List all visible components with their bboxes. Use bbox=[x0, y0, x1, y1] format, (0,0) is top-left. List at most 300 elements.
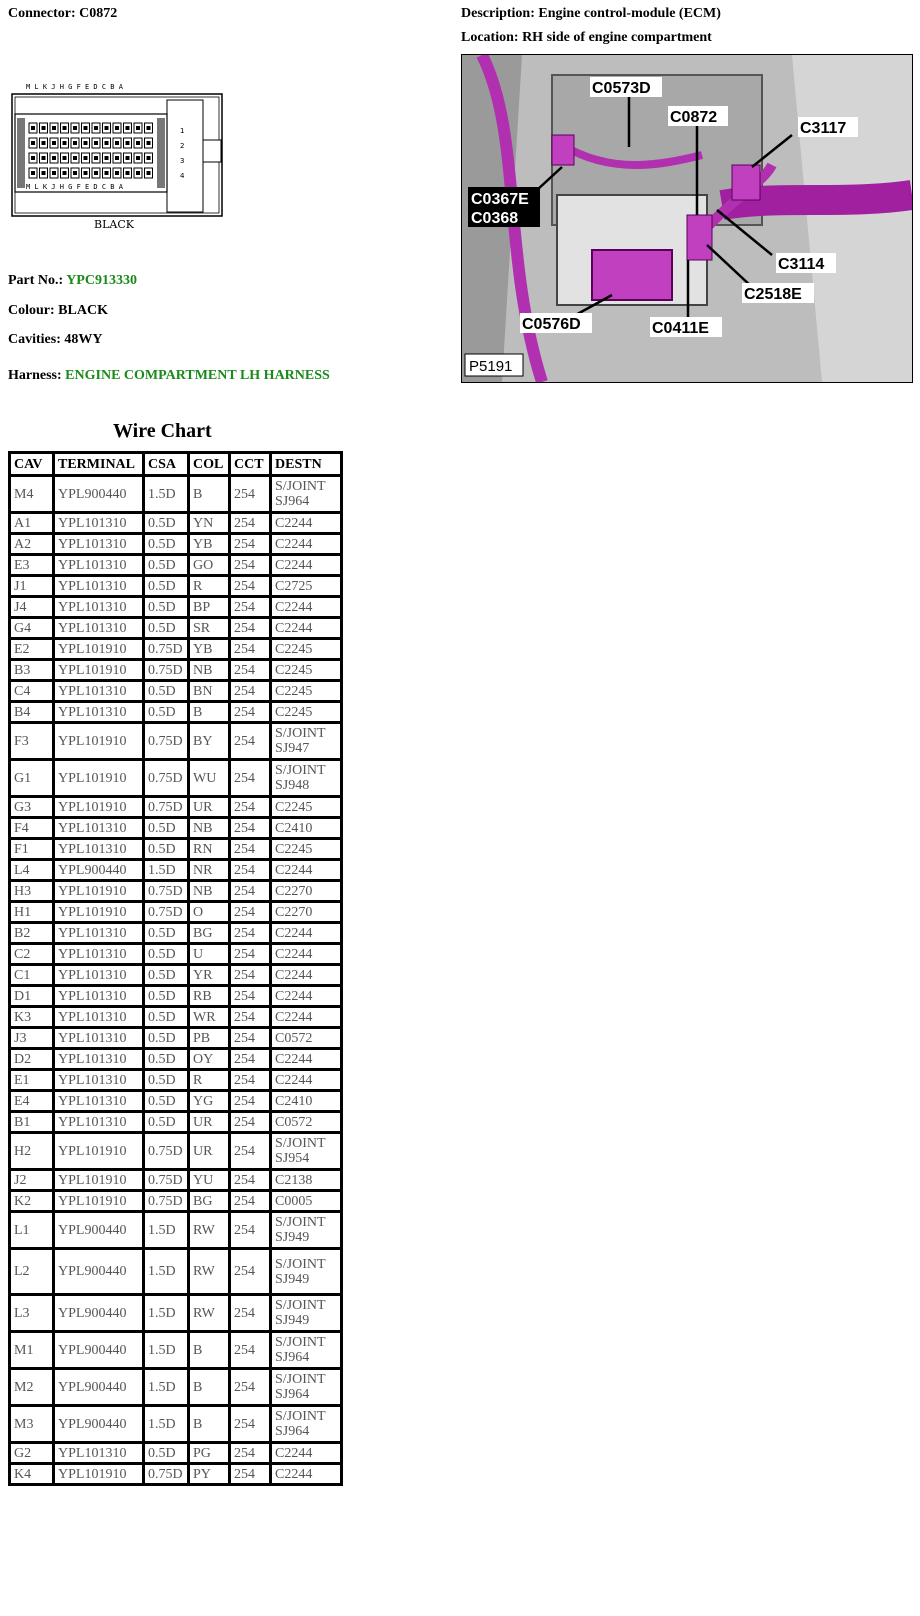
cavity-pin bbox=[147, 171, 151, 175]
cell-col: WR bbox=[189, 1007, 230, 1028]
cell-cct: 254 bbox=[230, 681, 271, 702]
cell-terminal: YPL101310 bbox=[54, 818, 144, 839]
row-number-1: 1 bbox=[180, 127, 185, 135]
cell-terminal: YPL101910 bbox=[54, 1170, 144, 1191]
cavity-pin bbox=[147, 126, 151, 130]
photo-connector-c0872 bbox=[687, 215, 712, 260]
cell-destn: C2410 bbox=[271, 1091, 342, 1112]
description-label: Description: bbox=[461, 6, 539, 21]
cell-destn: C0005 bbox=[271, 1191, 342, 1212]
table-row bbox=[10, 902, 342, 923]
cell-csa: 0.5D bbox=[144, 576, 189, 597]
table-row bbox=[10, 881, 342, 902]
location-label: Location: bbox=[461, 30, 523, 45]
cell-csa: 1.5D bbox=[144, 1295, 189, 1332]
cell-destn: C0572 bbox=[271, 1028, 342, 1049]
cell-col: YB bbox=[189, 639, 230, 660]
cell-cct: 254 bbox=[230, 513, 271, 534]
cell-destn: C2244 bbox=[271, 618, 342, 639]
callout-c0576d: C0576D bbox=[522, 316, 581, 333]
cell-destn: C2270 bbox=[271, 902, 342, 923]
cell-destn: C2270 bbox=[271, 881, 342, 902]
cavity-pin bbox=[136, 141, 140, 145]
connector-label: Connector: bbox=[8, 6, 80, 21]
cell-destn: C2245 bbox=[271, 797, 342, 818]
cell-csa: 1.5D bbox=[144, 1212, 189, 1249]
cell-cav: E3 bbox=[10, 555, 54, 576]
cavities-value: 48WY bbox=[64, 332, 103, 347]
cell-col: RW bbox=[189, 1249, 230, 1295]
cavity-pin bbox=[94, 156, 98, 160]
cell-destn: C2244 bbox=[271, 513, 342, 534]
cell-cav: G4 bbox=[10, 618, 54, 639]
cell-cct: 254 bbox=[230, 576, 271, 597]
cavity-pin bbox=[105, 171, 109, 175]
cell-cav: D2 bbox=[10, 1049, 54, 1070]
cell-cct: 254 bbox=[230, 1212, 271, 1249]
table-row bbox=[10, 818, 342, 839]
cell-terminal: YPL101910 bbox=[54, 1464, 144, 1485]
cell-cct: 254 bbox=[230, 1249, 271, 1295]
cell-destn: C2244 bbox=[271, 1049, 342, 1070]
header-terminal: TERMINAL bbox=[54, 453, 144, 476]
cell-col: UR bbox=[189, 1133, 230, 1170]
cell-terminal: YPL900440 bbox=[54, 1212, 144, 1249]
cell-terminal: YPL101910 bbox=[54, 881, 144, 902]
cell-cav: F1 bbox=[10, 839, 54, 860]
cavity-pin bbox=[84, 156, 88, 160]
cell-col: WU bbox=[189, 760, 230, 797]
cell-terminal: YPL900440 bbox=[54, 1406, 144, 1443]
cavity-pin bbox=[73, 156, 77, 160]
cell-terminal: YPL101910 bbox=[54, 760, 144, 797]
table-row bbox=[10, 1464, 342, 1485]
cell-terminal: YPL101310 bbox=[54, 534, 144, 555]
cavity-pin bbox=[126, 171, 130, 175]
table-row bbox=[10, 1049, 342, 1070]
cell-col: NB bbox=[189, 818, 230, 839]
cell-csa: 0.5D bbox=[144, 681, 189, 702]
cell-cav: H2 bbox=[10, 1133, 54, 1170]
cell-destn: S/JOINT SJ964 bbox=[271, 1332, 342, 1369]
cell-cct: 254 bbox=[230, 618, 271, 639]
table-row bbox=[10, 1170, 342, 1191]
cavities-line bbox=[8, 332, 103, 348]
cell-csa: 0.5D bbox=[144, 923, 189, 944]
cell-terminal: YPL101310 bbox=[54, 597, 144, 618]
cell-col: YR bbox=[189, 965, 230, 986]
cell-cct: 254 bbox=[230, 1049, 271, 1070]
cavity-pin bbox=[63, 171, 67, 175]
table-row bbox=[10, 1443, 342, 1464]
table-row bbox=[10, 555, 342, 576]
row-number-3: 3 bbox=[180, 157, 185, 165]
cell-cct: 254 bbox=[230, 1028, 271, 1049]
cell-terminal: YPL101310 bbox=[54, 555, 144, 576]
cell-cav: M1 bbox=[10, 1332, 54, 1369]
cell-csa: 0.5D bbox=[144, 1091, 189, 1112]
cell-cav: L2 bbox=[10, 1249, 54, 1295]
header-cav: CAV bbox=[10, 453, 54, 476]
cell-col: B bbox=[189, 702, 230, 723]
harness-line bbox=[8, 368, 330, 384]
table-row bbox=[10, 1112, 342, 1133]
cavity-pin bbox=[147, 141, 151, 145]
cell-cct: 254 bbox=[230, 944, 271, 965]
cell-csa: 0.5D bbox=[144, 618, 189, 639]
cell-destn: C2244 bbox=[271, 1070, 342, 1091]
table-row bbox=[10, 1295, 342, 1332]
cavity-pin bbox=[105, 156, 109, 160]
header-destn: DESTN bbox=[271, 453, 342, 476]
cavity-pin bbox=[115, 126, 119, 130]
cell-col: B bbox=[189, 1369, 230, 1406]
cell-destn: C2244 bbox=[271, 597, 342, 618]
cell-destn: C2244 bbox=[271, 923, 342, 944]
cell-destn: C2244 bbox=[271, 1007, 342, 1028]
cell-csa: 0.75D bbox=[144, 760, 189, 797]
cavity-pin bbox=[126, 156, 130, 160]
cell-csa: 0.75D bbox=[144, 1170, 189, 1191]
cell-col: NB bbox=[189, 881, 230, 902]
cell-cav: A2 bbox=[10, 534, 54, 555]
wire-chart-body bbox=[10, 476, 342, 1485]
cell-col: NR bbox=[189, 860, 230, 881]
cell-csa: 0.5D bbox=[144, 1028, 189, 1049]
cell-cav: E4 bbox=[10, 1091, 54, 1112]
diagram-bottom-letters: M L K J H G F E D C B A bbox=[26, 183, 123, 191]
cell-cct: 254 bbox=[230, 1070, 271, 1091]
table-row bbox=[10, 944, 342, 965]
cell-terminal: YPL101310 bbox=[54, 923, 144, 944]
cell-destn: C2245 bbox=[271, 639, 342, 660]
cell-cav: J4 bbox=[10, 597, 54, 618]
cavity-pin bbox=[42, 141, 46, 145]
cell-csa: 0.75D bbox=[144, 881, 189, 902]
cell-cct: 254 bbox=[230, 860, 271, 881]
cell-cav: L3 bbox=[10, 1295, 54, 1332]
cell-cct: 254 bbox=[230, 965, 271, 986]
cell-csa: 0.75D bbox=[144, 902, 189, 923]
cavity-pin bbox=[94, 141, 98, 145]
cell-destn: C0572 bbox=[271, 1112, 342, 1133]
cavity-pin bbox=[73, 126, 77, 130]
cell-cav: G3 bbox=[10, 797, 54, 818]
cell-cct: 254 bbox=[230, 1112, 271, 1133]
part-no-value: YPC913330 bbox=[66, 273, 137, 288]
row-number-2: 2 bbox=[180, 142, 185, 150]
table-row bbox=[10, 1091, 342, 1112]
cavity-pin bbox=[84, 141, 88, 145]
cavity-pin bbox=[84, 126, 88, 130]
cell-destn: C2245 bbox=[271, 660, 342, 681]
cell-csa: 1.5D bbox=[144, 1249, 189, 1295]
cell-cct: 254 bbox=[230, 1091, 271, 1112]
location-photo-drawing bbox=[462, 55, 912, 382]
cavity-pin bbox=[105, 126, 109, 130]
cell-col: BN bbox=[189, 681, 230, 702]
cell-cct: 254 bbox=[230, 818, 271, 839]
table-row bbox=[10, 797, 342, 818]
cell-destn: C2244 bbox=[271, 965, 342, 986]
colour-value: BLACK bbox=[58, 303, 108, 318]
cavity-pin bbox=[52, 171, 56, 175]
cell-terminal: YPL101310 bbox=[54, 944, 144, 965]
cell-col: B bbox=[189, 476, 230, 513]
cell-cct: 254 bbox=[230, 597, 271, 618]
cell-cav: D1 bbox=[10, 986, 54, 1007]
connector-face-diagram bbox=[10, 78, 230, 238]
header-cct: CCT bbox=[230, 453, 271, 476]
cavities-label: Cavities: bbox=[8, 332, 65, 347]
colour-label: Colour: bbox=[8, 303, 59, 318]
cell-cav: E1 bbox=[10, 1070, 54, 1091]
table-row bbox=[10, 1007, 342, 1028]
cell-col: PB bbox=[189, 1028, 230, 1049]
cell-col: GO bbox=[189, 555, 230, 576]
cell-cct: 254 bbox=[230, 1406, 271, 1443]
cavity-pin bbox=[136, 171, 140, 175]
cell-destn: S/JOINT SJ964 bbox=[271, 1406, 342, 1443]
cell-terminal: YPL101310 bbox=[54, 618, 144, 639]
cell-cav: F4 bbox=[10, 818, 54, 839]
cell-col: UR bbox=[189, 797, 230, 818]
cell-cct: 254 bbox=[230, 1464, 271, 1485]
cell-destn: S/JOINT SJ964 bbox=[271, 476, 342, 513]
cell-cav: A1 bbox=[10, 513, 54, 534]
cavity-pin bbox=[115, 156, 119, 160]
cell-cct: 254 bbox=[230, 702, 271, 723]
cell-cav: F3 bbox=[10, 723, 54, 760]
cell-cav: K4 bbox=[10, 1464, 54, 1485]
cell-terminal: YPL101310 bbox=[54, 702, 144, 723]
location-value: RH side of engine compartment bbox=[522, 30, 712, 45]
cell-cct: 254 bbox=[230, 1133, 271, 1170]
cell-csa: 0.5D bbox=[144, 513, 189, 534]
callout-c2518e: C2518E bbox=[744, 286, 802, 303]
cell-destn: S/JOINT SJ947 bbox=[271, 723, 342, 760]
connector-side-body bbox=[167, 100, 203, 212]
cell-cav: C2 bbox=[10, 944, 54, 965]
cell-terminal: YPL101910 bbox=[54, 723, 144, 760]
cell-cav: G1 bbox=[10, 760, 54, 797]
cell-terminal: YPL101310 bbox=[54, 1091, 144, 1112]
cell-csa: 1.5D bbox=[144, 1369, 189, 1406]
cell-terminal: YPL101910 bbox=[54, 639, 144, 660]
cell-csa: 0.75D bbox=[144, 723, 189, 760]
table-row bbox=[10, 681, 342, 702]
cell-csa: 0.5D bbox=[144, 1007, 189, 1028]
cell-destn: C2244 bbox=[271, 986, 342, 1007]
cell-destn: C2138 bbox=[271, 1170, 342, 1191]
cell-col: B bbox=[189, 1406, 230, 1443]
cell-destn: C2725 bbox=[271, 576, 342, 597]
cell-col: RW bbox=[189, 1212, 230, 1249]
cell-cav: G2 bbox=[10, 1443, 54, 1464]
cell-terminal: YPL101310 bbox=[54, 986, 144, 1007]
cell-cav: B4 bbox=[10, 702, 54, 723]
cell-csa: 0.5D bbox=[144, 534, 189, 555]
cell-col: PG bbox=[189, 1443, 230, 1464]
cell-col: YB bbox=[189, 534, 230, 555]
cell-col: O bbox=[189, 902, 230, 923]
cell-destn: S/JOINT SJ954 bbox=[271, 1133, 342, 1170]
cell-terminal: YPL101910 bbox=[54, 1191, 144, 1212]
table-row bbox=[10, 1332, 342, 1369]
cavity-pin bbox=[63, 156, 67, 160]
cell-terminal: YPL101910 bbox=[54, 797, 144, 818]
cell-col: YU bbox=[189, 1170, 230, 1191]
connector-tab bbox=[203, 140, 221, 162]
cell-col: RW bbox=[189, 1295, 230, 1332]
row-number-4: 4 bbox=[180, 172, 185, 180]
cell-csa: 0.5D bbox=[144, 839, 189, 860]
cell-cct: 254 bbox=[230, 986, 271, 1007]
cell-cct: 254 bbox=[230, 660, 271, 681]
harness-label: Harness: bbox=[8, 368, 66, 383]
cell-col: RB bbox=[189, 986, 230, 1007]
cell-col: OY bbox=[189, 1049, 230, 1070]
cell-cct: 254 bbox=[230, 760, 271, 797]
cell-cav: H3 bbox=[10, 881, 54, 902]
cell-terminal: YPL101310 bbox=[54, 576, 144, 597]
cell-col: B bbox=[189, 1332, 230, 1369]
cavity-pin bbox=[42, 156, 46, 160]
cell-destn: C2244 bbox=[271, 1443, 342, 1464]
cell-destn: S/JOINT SJ964 bbox=[271, 1369, 342, 1406]
cell-csa: 1.5D bbox=[144, 476, 189, 513]
cell-cav: C4 bbox=[10, 681, 54, 702]
cell-cav: J2 bbox=[10, 1170, 54, 1191]
diagram-colour-label: BLACK bbox=[94, 218, 134, 231]
cell-terminal: YPL900440 bbox=[54, 1369, 144, 1406]
cavity-pin bbox=[73, 141, 77, 145]
cell-terminal: YPL101310 bbox=[54, 1028, 144, 1049]
cavity-pin bbox=[94, 171, 98, 175]
cell-cct: 254 bbox=[230, 1295, 271, 1332]
cell-destn: C2244 bbox=[271, 534, 342, 555]
cell-col: PY bbox=[189, 1464, 230, 1485]
cell-csa: 0.75D bbox=[144, 797, 189, 818]
part-no-line bbox=[8, 273, 137, 289]
cell-cav: B1 bbox=[10, 1112, 54, 1133]
cavity-pin bbox=[105, 141, 109, 145]
cell-terminal: YPL101310 bbox=[54, 513, 144, 534]
location-photo bbox=[461, 54, 913, 383]
connector-value: C0872 bbox=[79, 6, 118, 21]
cell-col: R bbox=[189, 576, 230, 597]
cell-terminal: YPL900440 bbox=[54, 476, 144, 513]
cell-cct: 254 bbox=[230, 902, 271, 923]
cavity-pin bbox=[136, 126, 140, 130]
cell-cct: 254 bbox=[230, 1332, 271, 1369]
cell-cct: 254 bbox=[230, 1170, 271, 1191]
cavity-pin bbox=[52, 141, 56, 145]
cell-cav: J3 bbox=[10, 1028, 54, 1049]
cavity-pin bbox=[63, 126, 67, 130]
cavity-pin bbox=[42, 126, 46, 130]
cell-csa: 0.5D bbox=[144, 986, 189, 1007]
table-row bbox=[10, 534, 342, 555]
cell-col: R bbox=[189, 1070, 230, 1091]
cell-csa: 1.5D bbox=[144, 1332, 189, 1369]
cell-cct: 254 bbox=[230, 476, 271, 513]
cell-csa: 1.5D bbox=[144, 860, 189, 881]
cell-csa: 0.75D bbox=[144, 639, 189, 660]
wire-chart-title: Wire Chart bbox=[113, 420, 212, 442]
cell-col: YG bbox=[189, 1091, 230, 1112]
cavity-pin bbox=[126, 126, 130, 130]
cavity-pin bbox=[63, 141, 67, 145]
cell-destn: C2245 bbox=[271, 702, 342, 723]
cell-csa: 0.75D bbox=[144, 660, 189, 681]
cell-terminal: YPL101310 bbox=[54, 681, 144, 702]
table-row bbox=[10, 965, 342, 986]
cell-csa: 0.5D bbox=[144, 1443, 189, 1464]
photo-code: P5191 bbox=[469, 358, 513, 375]
cavity-pin bbox=[94, 126, 98, 130]
table-row bbox=[10, 1406, 342, 1443]
cell-cav: C1 bbox=[10, 965, 54, 986]
table-row bbox=[10, 513, 342, 534]
cell-cav: B3 bbox=[10, 660, 54, 681]
header-col: COL bbox=[189, 453, 230, 476]
cavity-pin bbox=[147, 156, 151, 160]
table-row bbox=[10, 597, 342, 618]
cell-destn: C2245 bbox=[271, 681, 342, 702]
cell-csa: 0.75D bbox=[144, 1133, 189, 1170]
cell-cav: K2 bbox=[10, 1191, 54, 1212]
cell-destn: S/JOINT SJ949 bbox=[271, 1249, 342, 1295]
cell-cct: 254 bbox=[230, 923, 271, 944]
cell-cct: 254 bbox=[230, 1369, 271, 1406]
cell-csa: 0.5D bbox=[144, 944, 189, 965]
cell-csa: 0.5D bbox=[144, 1112, 189, 1133]
cell-csa: 1.5D bbox=[144, 1406, 189, 1443]
cavity-pin bbox=[126, 141, 130, 145]
cell-terminal: YPL101310 bbox=[54, 839, 144, 860]
cell-cav: M2 bbox=[10, 1369, 54, 1406]
table-row bbox=[10, 639, 342, 660]
cell-destn: S/JOINT SJ949 bbox=[271, 1212, 342, 1249]
cavity-pin bbox=[136, 156, 140, 160]
callout-c0872: C0872 bbox=[670, 109, 718, 126]
table-row bbox=[10, 618, 342, 639]
cell-col: BP bbox=[189, 597, 230, 618]
cell-csa: 0.5D bbox=[144, 597, 189, 618]
cell-col: BG bbox=[189, 1191, 230, 1212]
cell-terminal: YPL101310 bbox=[54, 1070, 144, 1091]
cell-cct: 254 bbox=[230, 797, 271, 818]
cavity-pin bbox=[84, 171, 88, 175]
cavity-pin bbox=[52, 126, 56, 130]
cell-destn: C2410 bbox=[271, 818, 342, 839]
cavity-pin bbox=[52, 156, 56, 160]
photo-connector-c0576d bbox=[592, 250, 672, 300]
cell-csa: 0.5D bbox=[144, 1049, 189, 1070]
cell-col: BG bbox=[189, 923, 230, 944]
header-csa: CSA bbox=[144, 453, 189, 476]
table-row bbox=[10, 923, 342, 944]
callout-c3114: C3114 bbox=[778, 256, 825, 273]
cell-cav: E2 bbox=[10, 639, 54, 660]
cell-col: BY bbox=[189, 723, 230, 760]
photo-connector-c0367e bbox=[552, 135, 574, 165]
diagram-top-letters: M L K J H G F E D C B A bbox=[26, 83, 123, 91]
cell-terminal: YPL101310 bbox=[54, 1007, 144, 1028]
cell-csa: 0.5D bbox=[144, 702, 189, 723]
table-row bbox=[10, 1133, 342, 1170]
